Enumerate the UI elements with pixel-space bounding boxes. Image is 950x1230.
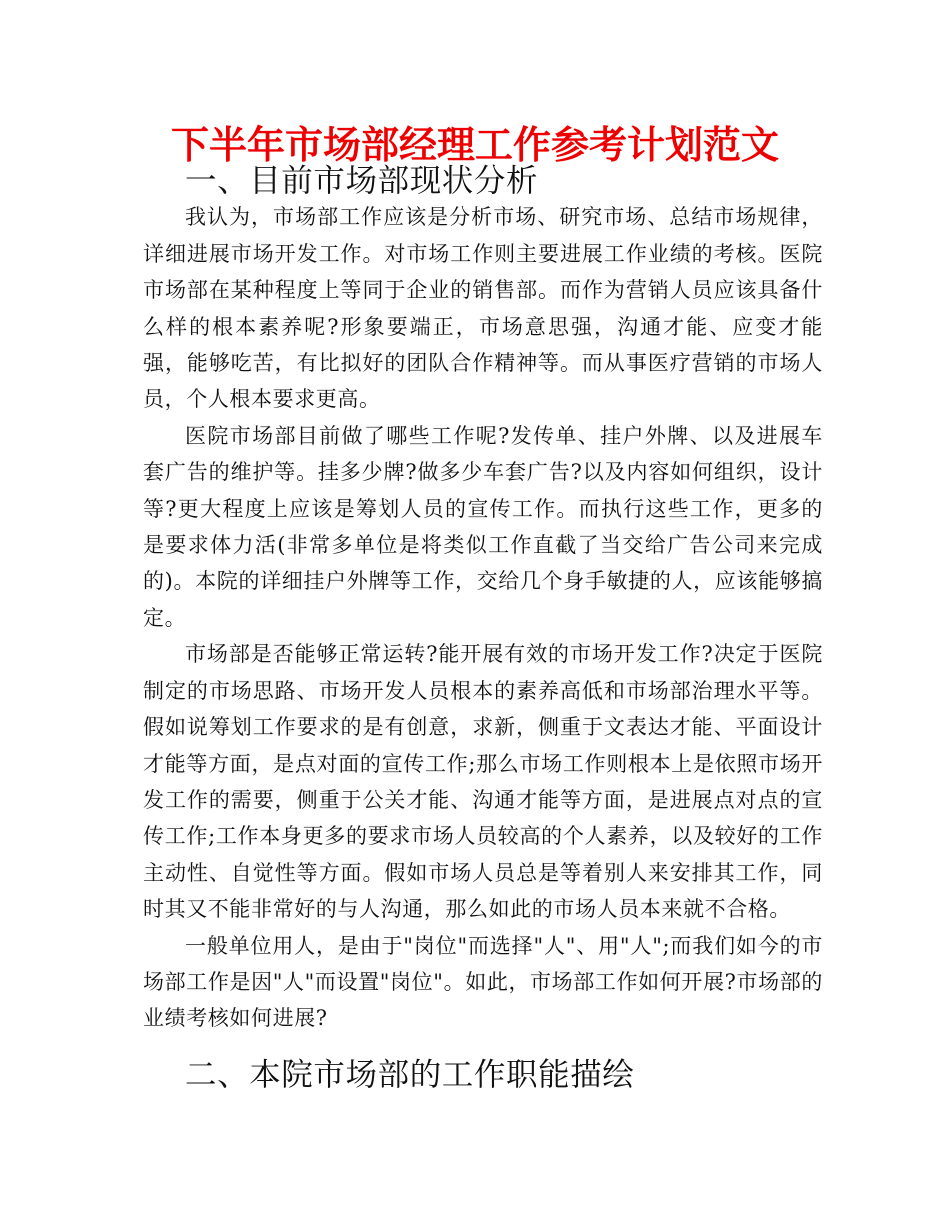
paragraph: 我认为，市场部工作应该是分析市场、研究市场、总结市场规律，详细进展市场开发工作。对市场工作则主要进展工作业绩的考核。医院市场部在某种程度上等同于企业的销售部。而作为营销人员应该具备什么样的根本素养呢?形象要端正，市场意思强，沟通才能、应变才能强，能够吃苦，有比拟好的团队合作精神等。而从事医疗营销的市场人员，个人根本要求更高。 [143,205,823,412]
section-heading-1: 一、目前市场部现状分析 [185,163,539,199]
section-heading-2: 二、本院市场部的工作职能描绘 [185,1056,635,1093]
document-body [143,163,823,1093]
document-title: 下半年市场部经理工作参考计划范文 [170,123,779,167]
paragraph: 一般单位用人，是由于"岗位"而选择"人"、用"人";而我们如今的市场部工作是因"人"而设置"岗位"。如此，市场部工作如何开展?市场部的业绩考核如何进展? [143,933,823,1031]
paragraph: 医院市场部目前做了哪些工作呢?发传单、挂户外牌、以及进展车套广告的维护等。挂多少牌?做多少车套广告?以及内容如何组织，设计等?更大程度上应该是筹划人员的宣传工作。而执行这些工作，更多的是要求体力活(非常多单位是将类似工作直截了当交给广告公司来完成的)。本院的详细挂户外牌等工作，交给几个身手敏捷的人，应该能够搞定。 [143,423,823,630]
paragraph: 市场部是否能够正常运转?能开展有效的市场开发工作?决定于医院制定的市场思路、市场开发人员根本的素养高低和市场部治理水平等。假如说筹划工作要求的是有创意，求新，侧重于文表达才能、平面设计才能等方面，是点对面的宣传工作;那么市场工作则根本上是依照市场开发工作的需要，侧重于公关才能、沟通才能等方面，是进展点对点的宣传工作;工作本身更多的要求市场人员较高的个人素养，以及较好的工作主动性、自觉性等方面。假如市场人员总是等着别人来安排其工作，同时其又不能非常好的与人沟通，那么如此的市场人员本来就不合格。 [143,642,823,922]
